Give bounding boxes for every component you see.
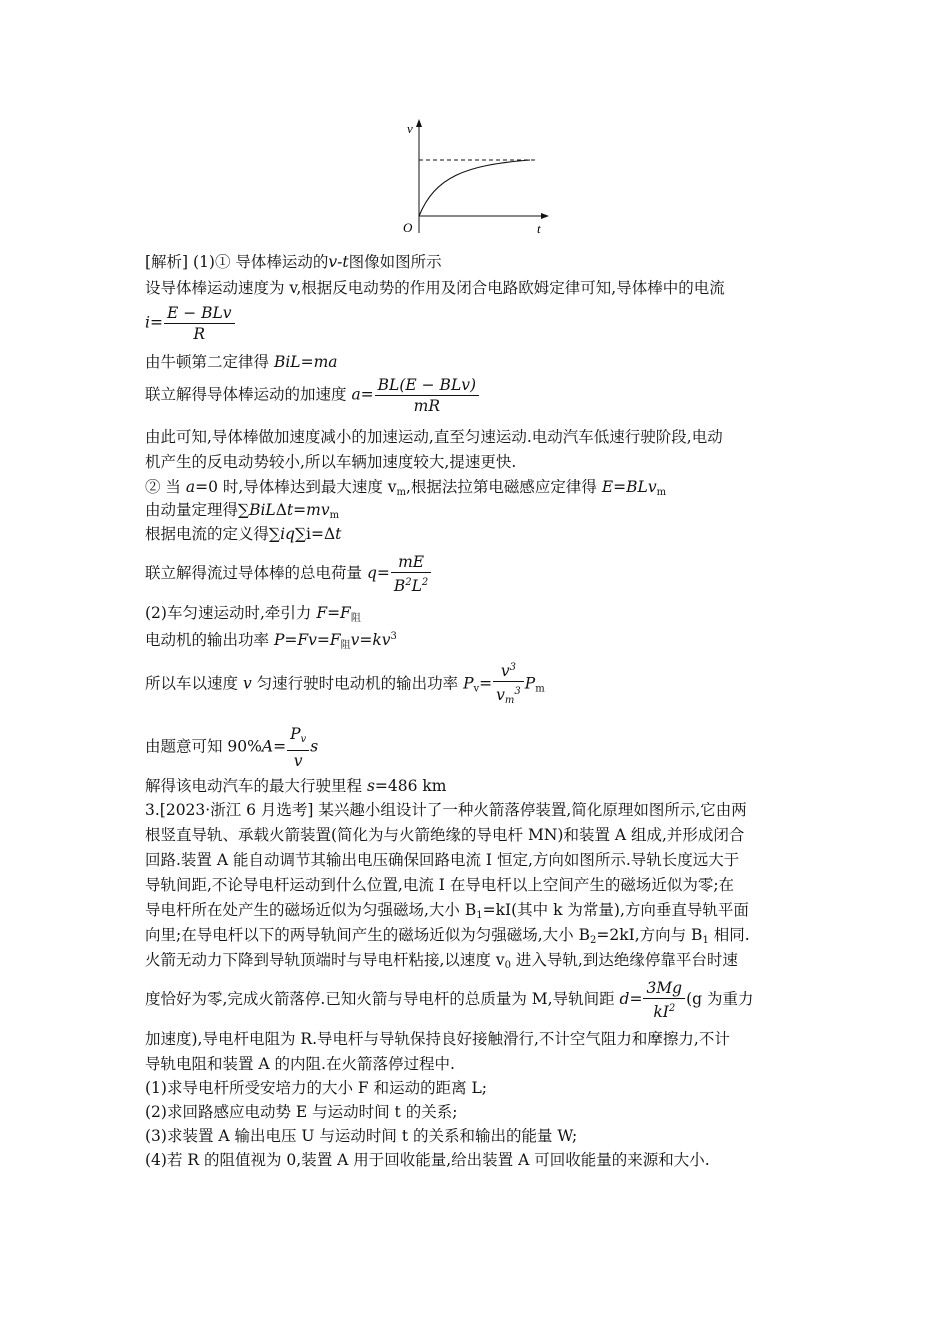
- v-axis-label: v: [407, 121, 413, 136]
- text-line-14: 所以车以速度 v 匀速行驶时电动机的输出功率 $P_v=$ $\frac{v^3}{v_m^3}$ $P_m$: [145, 658, 545, 711]
- text-line-8: ② 当 a=0 时,导体棒达到最大速度 $v_m$,根据法拉第电磁感应定律得 E=BLv$_m$: [145, 478, 667, 498]
- text-line-6: 由此可知,导体棒做加速度减小的加速运动,直至匀速运动.电动汽车低速行驶阶段,电动: [145, 428, 723, 446]
- text-line-12: (2)车匀速运动时,牵引力 $F=F_阻$: [145, 604, 361, 624]
- text-line-5: 联立解得导体棒运动的加速度 a= $\frac{\text{BL(E − BLv)}}{mR}$: [145, 375, 480, 416]
- text-line-16: 解得该电动汽车的最大行驶里程 s=486 km: [145, 777, 447, 795]
- text-line-28: (2)求回路感应电动势 E 与运动时间 t 的关系;: [145, 1103, 458, 1121]
- text-line-1: [解析] (1)① 导体棒运动的v-t图像如图所示: [145, 253, 442, 271]
- text-line-29: (3)求装置 A 输出电压 U 与运动时间 t 的关系和输出的能量 W;: [145, 1127, 578, 1145]
- text-line-15: 由题意可知 90%A= $\frac{P_v}{v}$ s: [145, 725, 319, 770]
- velocity-curve: [419, 160, 530, 216]
- text-line-30: (4)若 R 的阻值视为 0,装置 A 用于回收能量,给出装置 A 可回收能量的来源和大小.: [145, 1151, 710, 1169]
- v-t-graph: [395, 115, 555, 240]
- text-line-19: 回路.装置 A 能自动调节其输出电压确保回路电流 I 恒定,方向如图所示.导轨长度远大于: [145, 851, 740, 869]
- t-axis-arrow: [541, 213, 549, 219]
- text-line-25: 加速度),导电杆电阻为 R.导电杆与导轨保持良好接触滑行,不计空气阻力和摩擦力,不计: [145, 1030, 730, 1048]
- text-line-18: 根竖直导轨、承载火箭装置(简化为与火箭绝缘的导电杆 MN)和装置 A 组成,并形成闭合: [145, 826, 745, 844]
- text-line-2: 设导体棒运动速度为 v,根据反电动势的作用及闭合电路欧姆定律可知,导体棒中的电流: [145, 279, 725, 297]
- distance-fraction: $\frac{3Mg}{kI^2}$: [643, 978, 685, 1022]
- text-line-4: 由牛顿第二定律得 BiL=ma: [145, 353, 338, 371]
- text-line-7: 机产生的反电动势较小,所以车辆加速度较大,提速更快.: [145, 453, 517, 471]
- text-line-20: 导轨间距,不论导电杆运动到什么位置,电流 I 在导电杆以上空间产生的磁场近似为零;在: [145, 876, 735, 894]
- text-line-22: 向里;在导电杆以下的两导轨间产生的磁场近似为匀强磁场,大小 $B_2=2kI$,方向与 $B_1$ 相同.: [145, 926, 750, 946]
- text-line-10: 根据电流的定义得∑iq∑i=Δt: [145, 525, 342, 543]
- origin-label: O: [403, 220, 413, 235]
- v-axis-arrow: [416, 119, 422, 127]
- text-line-26: 导轨电阻和装置 A 的内阻.在火箭落停过程中.: [145, 1055, 455, 1073]
- text-line-11: 联立解得流过导体棒的总电荷量 q= $\frac{mE}{B^2L^2}$: [145, 552, 432, 596]
- power-ratio-fraction: $\frac{v^3}{v_m^3}$: [493, 658, 524, 711]
- energy-fraction: $\frac{P_v}{v}$: [287, 724, 309, 771]
- charge-fraction: $\frac{mE}{B^2L^2}$: [391, 552, 431, 596]
- text-line-24: 度恰好为零,完成火箭落停.已知火箭与导电杆的总质量为 M,导轨间距 d= $\frac{3Mg}{kI^2}$ (g 为重力: [145, 979, 754, 1021]
- text-line-27: (1)求导电杆所受安培力的大小 F 和运动的距离 L;: [145, 1079, 488, 1097]
- t-axis-label: t: [537, 221, 541, 236]
- text-line-23: 火箭无动力下降到导轨顶端时与导电杆粘接,以速度 $v_0$ 进入导轨,到达绝缘停靠平台时速: [145, 951, 738, 971]
- acceleration-fraction: $\frac{\text{BL(E − BLv)}}{mR}$: [375, 375, 479, 416]
- text-line-21: 导电杆所在处产生的磁场近似为匀强磁场,大小 $B_1=kI$(其中 k 为常量),方向垂直导轨平面: [145, 901, 749, 921]
- current-fraction: $\frac{\text{E − BLv}}{R}$: [164, 303, 235, 344]
- text-line-13: 电动机的输出功率 $P=Fv=F_阻v=kv^3$: [145, 631, 397, 651]
- text-line-17: 3.[2023·浙江 6 月选考] 某兴趣小组设计了一种火箭落停装置,简化原理如图所示,它由两: [145, 801, 747, 819]
- text-line-3: i= $\frac{\text{E − BLv}}{R}$: [145, 303, 236, 344]
- text-line-9: 由动量定理得$\sum BiL\Delta t=mv_m$: [145, 501, 340, 521]
